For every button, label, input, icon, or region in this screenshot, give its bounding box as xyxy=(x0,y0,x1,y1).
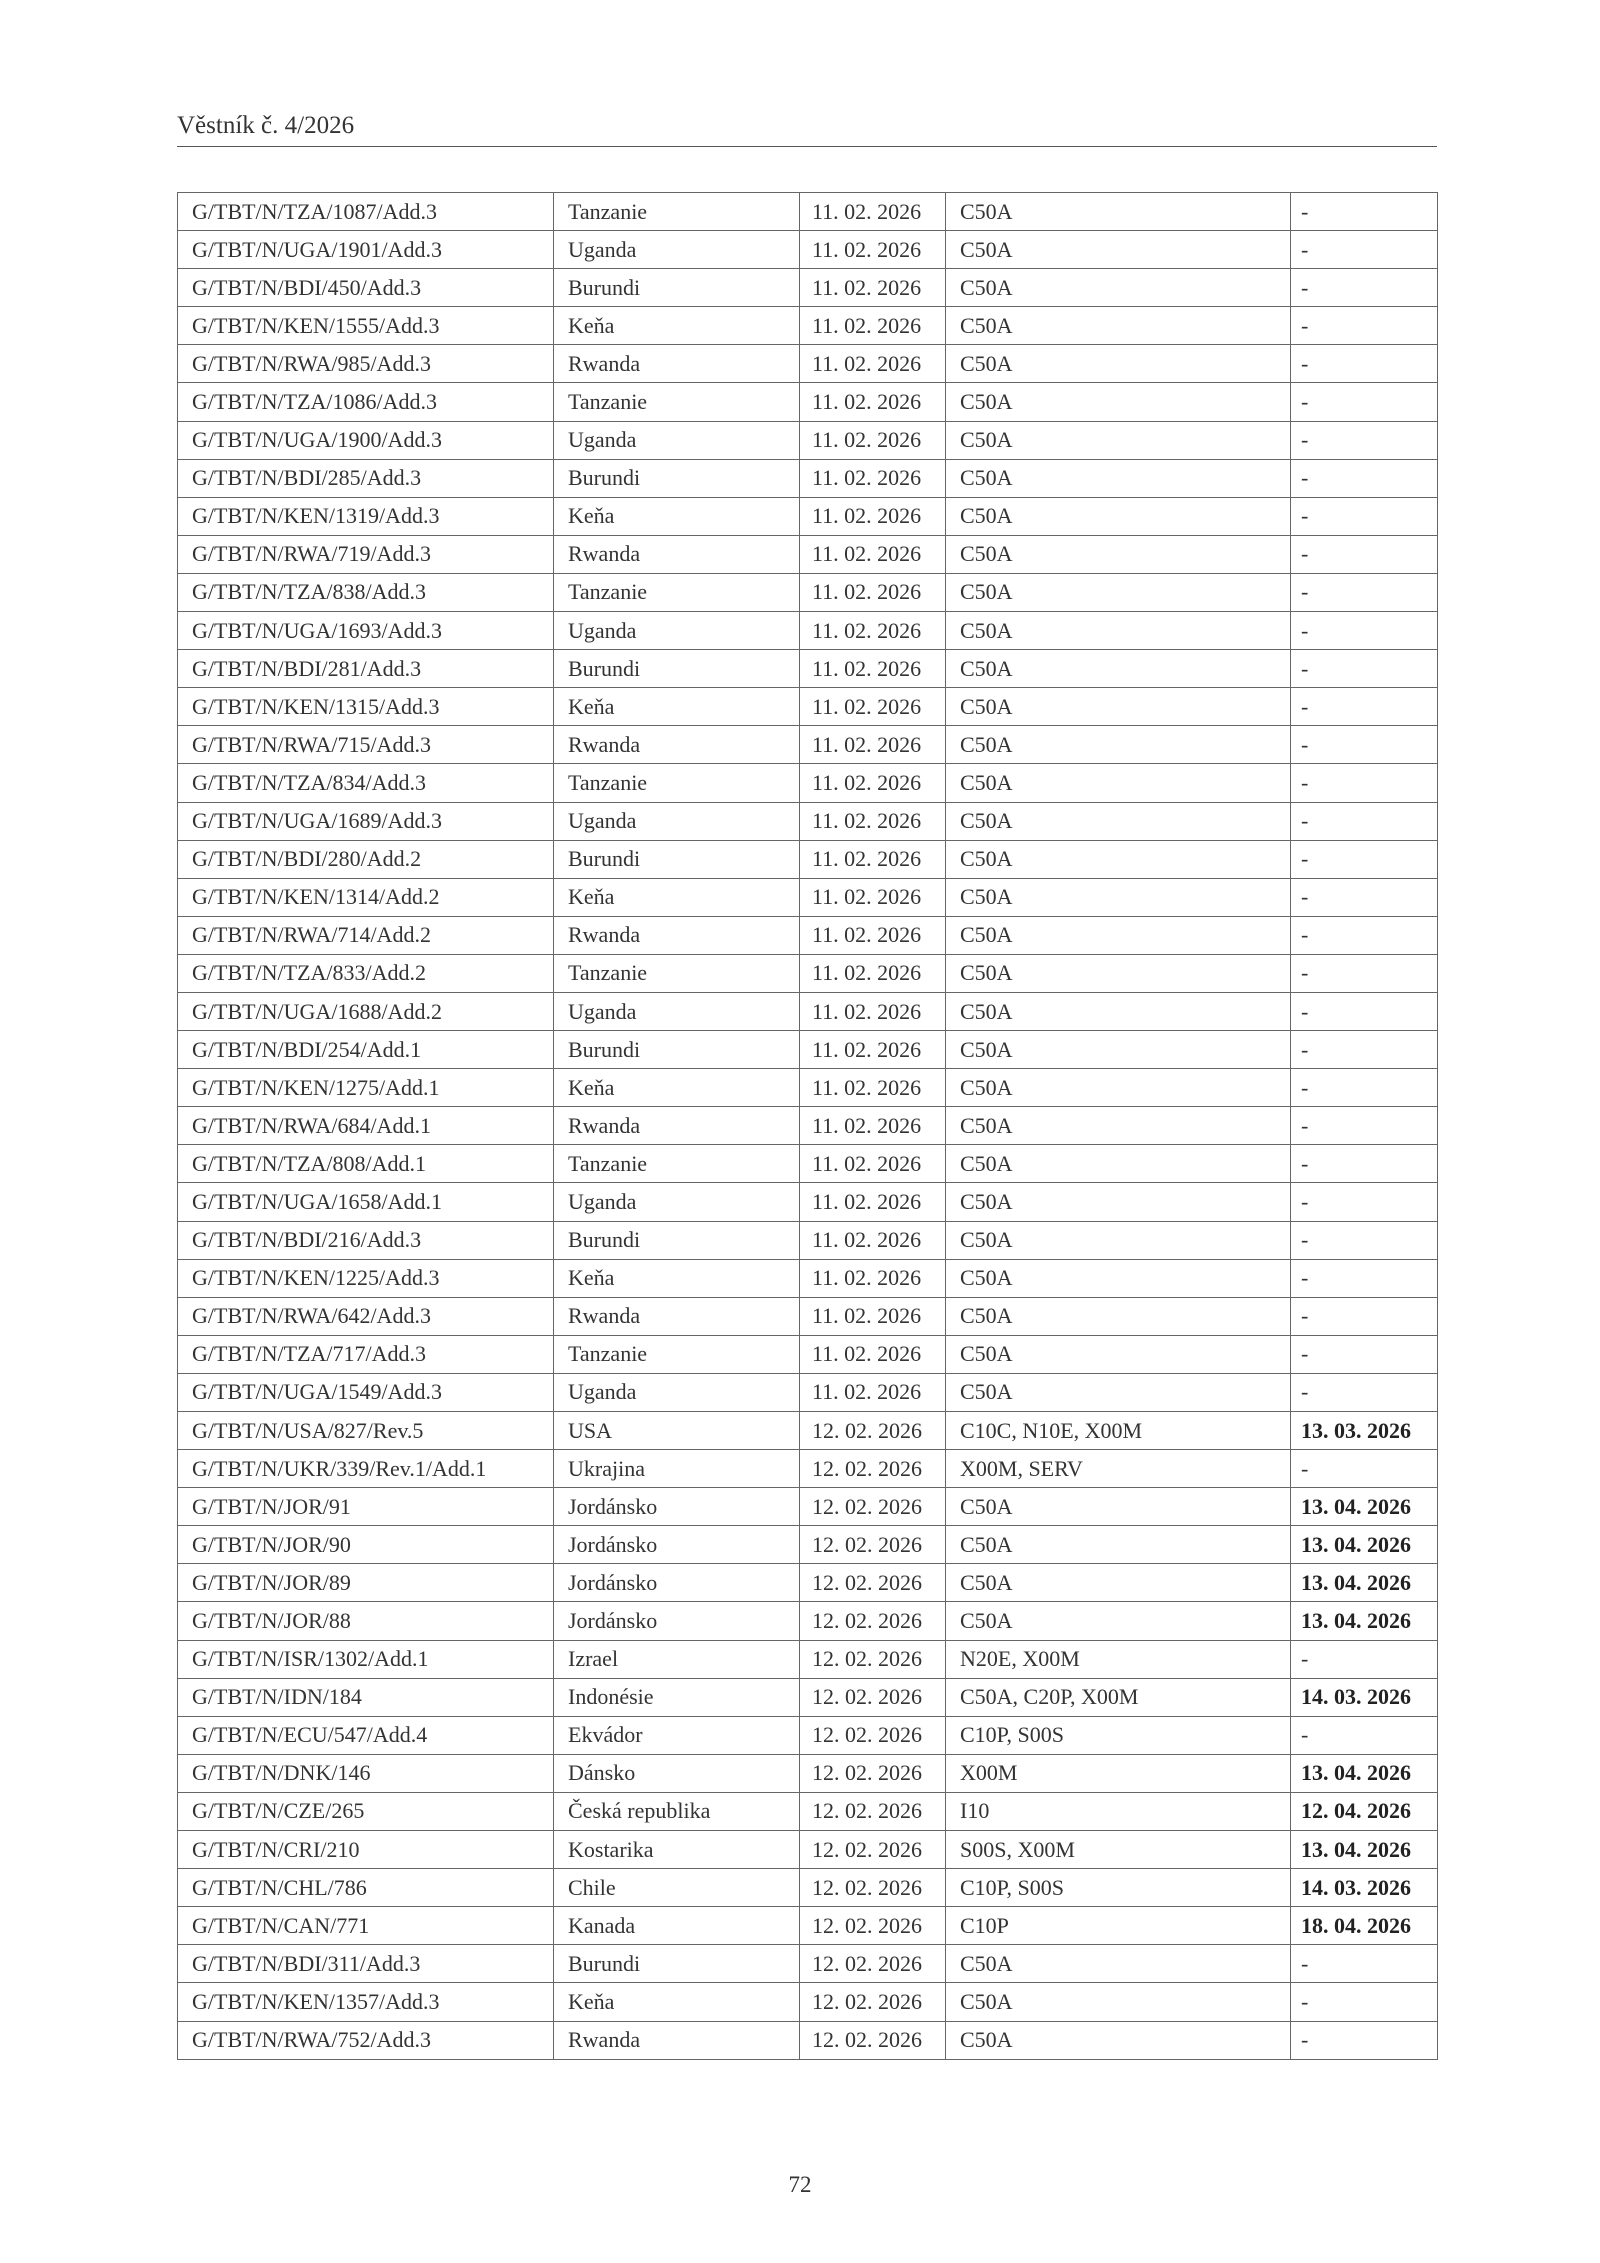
cell-comment-deadline: - xyxy=(1291,726,1438,764)
cell-code: C50A xyxy=(946,1031,1291,1069)
cell-country: Burundi xyxy=(554,269,800,307)
cell-notification-symbol: G/TBT/N/RWA/719/Add.3 xyxy=(178,535,554,573)
cell-date: 11. 02. 2026 xyxy=(800,764,946,802)
cell-comment-deadline: - xyxy=(1291,802,1438,840)
cell-date: 11. 02. 2026 xyxy=(800,916,946,954)
cell-date: 11. 02. 2026 xyxy=(800,992,946,1030)
cell-country: Jordánsko xyxy=(554,1488,800,1526)
cell-comment-deadline: - xyxy=(1291,1945,1438,1983)
cell-notification-symbol: G/TBT/N/TZA/808/Add.1 xyxy=(178,1145,554,1183)
cell-code: C10P, S00S xyxy=(946,1869,1291,1907)
cell-comment-deadline: 13. 04. 2026 xyxy=(1291,1564,1438,1602)
cell-date: 12. 02. 2026 xyxy=(800,1488,946,1526)
table-row xyxy=(178,878,1438,916)
cell-country: Rwanda xyxy=(554,1297,800,1335)
cell-code: X00M, SERV xyxy=(946,1450,1291,1488)
cell-comment-deadline: - xyxy=(1291,1259,1438,1297)
table-row xyxy=(178,1983,1438,2021)
cell-code: C50A xyxy=(946,1335,1291,1373)
table-row xyxy=(178,1259,1438,1297)
table-row xyxy=(178,383,1438,421)
cell-country: Tanzanie xyxy=(554,193,800,231)
cell-code: C50A xyxy=(946,1069,1291,1107)
cell-code: C50A xyxy=(946,954,1291,992)
cell-notification-symbol: G/TBT/N/RWA/752/Add.3 xyxy=(178,2021,554,2059)
cell-date: 11. 02. 2026 xyxy=(800,383,946,421)
cell-code: C10C, N10E, X00M xyxy=(946,1412,1291,1450)
table-row xyxy=(178,1716,1438,1754)
table-row xyxy=(178,421,1438,459)
cell-code: C50A xyxy=(946,573,1291,611)
cell-country: Rwanda xyxy=(554,916,800,954)
cell-country: Burundi xyxy=(554,459,800,497)
cell-country: Uganda xyxy=(554,421,800,459)
table-row xyxy=(178,2021,1438,2059)
cell-date: 11. 02. 2026 xyxy=(800,421,946,459)
table-row xyxy=(178,1373,1438,1411)
cell-date: 11. 02. 2026 xyxy=(800,535,946,573)
cell-comment-deadline: - xyxy=(1291,1297,1438,1335)
cell-date: 11. 02. 2026 xyxy=(800,954,946,992)
table-row xyxy=(178,1297,1438,1335)
cell-country: Burundi xyxy=(554,1031,800,1069)
table-row xyxy=(178,1145,1438,1183)
cell-code: C50A xyxy=(946,1488,1291,1526)
cell-date: 11. 02. 2026 xyxy=(800,1373,946,1411)
cell-comment-deadline: - xyxy=(1291,2021,1438,2059)
cell-country: Rwanda xyxy=(554,726,800,764)
cell-code: C50A xyxy=(946,383,1291,421)
cell-notification-symbol: G/TBT/N/ECU/547/Add.4 xyxy=(178,1716,554,1754)
cell-date: 12. 02. 2026 xyxy=(800,1526,946,1564)
cell-notification-symbol: G/TBT/N/UKR/339/Rev.1/Add.1 xyxy=(178,1450,554,1488)
cell-date: 11. 02. 2026 xyxy=(800,840,946,878)
cell-notification-symbol: G/TBT/N/IDN/184 xyxy=(178,1678,554,1716)
table-row xyxy=(178,1107,1438,1145)
cell-code: N20E, X00M xyxy=(946,1640,1291,1678)
cell-country: Jordánsko xyxy=(554,1526,800,1564)
cell-notification-symbol: G/TBT/N/CAN/771 xyxy=(178,1907,554,1945)
cell-country: Keňa xyxy=(554,688,800,726)
cell-country: Burundi xyxy=(554,1221,800,1259)
cell-date: 11. 02. 2026 xyxy=(800,650,946,688)
cell-country: Rwanda xyxy=(554,345,800,383)
cell-comment-deadline: - xyxy=(1291,878,1438,916)
cell-code: C50A xyxy=(946,421,1291,459)
cell-date: 11. 02. 2026 xyxy=(800,497,946,535)
cell-country: Česká republika xyxy=(554,1792,800,1830)
cell-date: 12. 02. 2026 xyxy=(800,1754,946,1792)
cell-notification-symbol: G/TBT/N/KEN/1319/Add.3 xyxy=(178,497,554,535)
cell-date: 12. 02. 2026 xyxy=(800,1678,946,1716)
cell-notification-symbol: G/TBT/N/TZA/834/Add.3 xyxy=(178,764,554,802)
cell-notification-symbol: G/TBT/N/KEN/1314/Add.2 xyxy=(178,878,554,916)
cell-notification-symbol: G/TBT/N/KEN/1555/Add.3 xyxy=(178,307,554,345)
table-row xyxy=(178,1183,1438,1221)
cell-country: Tanzanie xyxy=(554,954,800,992)
cell-comment-deadline: - xyxy=(1291,1335,1438,1373)
cell-notification-symbol: G/TBT/N/RWA/642/Add.3 xyxy=(178,1297,554,1335)
cell-comment-deadline: - xyxy=(1291,345,1438,383)
cell-comment-deadline: 13. 04. 2026 xyxy=(1291,1526,1438,1564)
cell-comment-deadline: - xyxy=(1291,1450,1438,1488)
cell-notification-symbol: G/TBT/N/UGA/1549/Add.3 xyxy=(178,1373,554,1411)
cell-comment-deadline: - xyxy=(1291,535,1438,573)
cell-code: C50A xyxy=(946,1564,1291,1602)
cell-comment-deadline: 14. 03. 2026 xyxy=(1291,1869,1438,1907)
cell-country: Burundi xyxy=(554,840,800,878)
cell-country: Rwanda xyxy=(554,2021,800,2059)
table-row xyxy=(178,1602,1438,1640)
cell-country: Keňa xyxy=(554,1259,800,1297)
table-row xyxy=(178,1031,1438,1069)
cell-date: 11. 02. 2026 xyxy=(800,231,946,269)
table-row xyxy=(178,1221,1438,1259)
cell-code: C50A xyxy=(946,497,1291,535)
cell-comment-deadline: - xyxy=(1291,1107,1438,1145)
cell-country: Keňa xyxy=(554,1069,800,1107)
table-row xyxy=(178,345,1438,383)
cell-notification-symbol: G/TBT/N/KEN/1275/Add.1 xyxy=(178,1069,554,1107)
cell-code: C50A xyxy=(946,764,1291,802)
cell-code: C50A xyxy=(946,269,1291,307)
table-row xyxy=(178,916,1438,954)
cell-date: 11. 02. 2026 xyxy=(800,802,946,840)
cell-notification-symbol: G/TBT/N/UGA/1900/Add.3 xyxy=(178,421,554,459)
cell-country: Rwanda xyxy=(554,1107,800,1145)
table-row xyxy=(178,840,1438,878)
cell-code: C50A xyxy=(946,1373,1291,1411)
cell-comment-deadline: - xyxy=(1291,497,1438,535)
cell-notification-symbol: G/TBT/N/TZA/1087/Add.3 xyxy=(178,193,554,231)
header-divider xyxy=(177,146,1437,147)
cell-country: Ukrajina xyxy=(554,1450,800,1488)
cell-country: Tanzanie xyxy=(554,573,800,611)
cell-comment-deadline: - xyxy=(1291,573,1438,611)
cell-country: Burundi xyxy=(554,650,800,688)
page-number: 72 xyxy=(788,2172,812,2197)
cell-date: 12. 02. 2026 xyxy=(800,1983,946,2021)
cell-notification-symbol: G/TBT/N/KEN/1225/Add.3 xyxy=(178,1259,554,1297)
cell-country: Uganda xyxy=(554,1183,800,1221)
cell-date: 11. 02. 2026 xyxy=(800,1259,946,1297)
table-row xyxy=(178,1412,1438,1450)
cell-notification-symbol: G/TBT/N/RWA/715/Add.3 xyxy=(178,726,554,764)
cell-country: Izrael xyxy=(554,1640,800,1678)
cell-country: Uganda xyxy=(554,992,800,1030)
cell-date: 12. 02. 2026 xyxy=(800,1640,946,1678)
notifications-table xyxy=(177,192,1438,2060)
cell-country: Keňa xyxy=(554,1983,800,2021)
cell-comment-deadline: - xyxy=(1291,231,1438,269)
cell-comment-deadline: 13. 04. 2026 xyxy=(1291,1754,1438,1792)
cell-comment-deadline: 13. 04. 2026 xyxy=(1291,1831,1438,1869)
table-row xyxy=(178,1907,1438,1945)
cell-code: S00S, X00M xyxy=(946,1831,1291,1869)
cell-comment-deadline: - xyxy=(1291,1145,1438,1183)
cell-code: C50A xyxy=(946,1945,1291,1983)
cell-country: Tanzanie xyxy=(554,383,800,421)
cell-notification-symbol: G/TBT/N/KEN/1315/Add.3 xyxy=(178,688,554,726)
cell-date: 12. 02. 2026 xyxy=(800,1564,946,1602)
table-row xyxy=(178,764,1438,802)
table-row xyxy=(178,1792,1438,1830)
cell-date: 12. 02. 2026 xyxy=(800,1831,946,1869)
cell-date: 11. 02. 2026 xyxy=(800,345,946,383)
cell-country: Uganda xyxy=(554,612,800,650)
cell-date: 11. 02. 2026 xyxy=(800,688,946,726)
cell-code: C50A xyxy=(946,535,1291,573)
table-row xyxy=(178,1564,1438,1602)
cell-comment-deadline: - xyxy=(1291,1221,1438,1259)
cell-code: X00M xyxy=(946,1754,1291,1792)
cell-country: Uganda xyxy=(554,231,800,269)
table-row xyxy=(178,1869,1438,1907)
cell-code: C50A xyxy=(946,1983,1291,2021)
cell-code: C50A xyxy=(946,1297,1291,1335)
cell-date: 12. 02. 2026 xyxy=(800,1602,946,1640)
cell-code: C50A xyxy=(946,688,1291,726)
cell-notification-symbol: G/TBT/N/BDI/450/Add.3 xyxy=(178,269,554,307)
cell-date: 11. 02. 2026 xyxy=(800,307,946,345)
cell-code: C50A xyxy=(946,1526,1291,1564)
table-row xyxy=(178,688,1438,726)
cell-country: Dánsko xyxy=(554,1754,800,1792)
cell-code: C50A xyxy=(946,916,1291,954)
cell-code: C50A xyxy=(946,1145,1291,1183)
cell-date: 11. 02. 2026 xyxy=(800,1221,946,1259)
table-row xyxy=(178,193,1438,231)
cell-code: C50A xyxy=(946,650,1291,688)
cell-comment-deadline: - xyxy=(1291,1716,1438,1754)
table-row xyxy=(178,802,1438,840)
cell-notification-symbol: G/TBT/N/TZA/833/Add.2 xyxy=(178,954,554,992)
cell-code: C50A xyxy=(946,1183,1291,1221)
cell-comment-deadline: - xyxy=(1291,992,1438,1030)
table-row xyxy=(178,1678,1438,1716)
cell-country: Uganda xyxy=(554,802,800,840)
table-row xyxy=(178,497,1438,535)
cell-date: 11. 02. 2026 xyxy=(800,1335,946,1373)
cell-date: 11. 02. 2026 xyxy=(800,1297,946,1335)
cell-comment-deadline: - xyxy=(1291,650,1438,688)
cell-code: C50A xyxy=(946,802,1291,840)
cell-date: 11. 02. 2026 xyxy=(800,1107,946,1145)
cell-date: 12. 02. 2026 xyxy=(800,2021,946,2059)
publication-title: Věstník č. 4/2026 xyxy=(177,112,355,139)
cell-country: USA xyxy=(554,1412,800,1450)
table-row xyxy=(178,1526,1438,1564)
cell-country: Keňa xyxy=(554,878,800,916)
cell-comment-deadline: 18. 04. 2026 xyxy=(1291,1907,1438,1945)
cell-code: C50A xyxy=(946,992,1291,1030)
cell-country: Keňa xyxy=(554,307,800,345)
cell-comment-deadline: - xyxy=(1291,764,1438,802)
cell-notification-symbol: G/TBT/N/CZE/265 xyxy=(178,1792,554,1830)
cell-date: 11. 02. 2026 xyxy=(800,726,946,764)
cell-country: Uganda xyxy=(554,1373,800,1411)
cell-country: Tanzanie xyxy=(554,1335,800,1373)
cell-notification-symbol: G/TBT/N/TZA/717/Add.3 xyxy=(178,1335,554,1373)
cell-notification-symbol: G/TBT/N/ISR/1302/Add.1 xyxy=(178,1640,554,1678)
cell-code: C50A xyxy=(946,1107,1291,1145)
cell-notification-symbol: G/TBT/N/JOR/90 xyxy=(178,1526,554,1564)
table-row xyxy=(178,1945,1438,1983)
cell-comment-deadline: 13. 04. 2026 xyxy=(1291,1602,1438,1640)
cell-comment-deadline: - xyxy=(1291,1069,1438,1107)
cell-code: C50A xyxy=(946,1602,1291,1640)
table-row xyxy=(178,459,1438,497)
cell-date: 11. 02. 2026 xyxy=(800,269,946,307)
cell-comment-deadline: - xyxy=(1291,612,1438,650)
cell-date: 11. 02. 2026 xyxy=(800,459,946,497)
cell-date: 11. 02. 2026 xyxy=(800,1145,946,1183)
cell-notification-symbol: G/TBT/N/RWA/684/Add.1 xyxy=(178,1107,554,1145)
cell-date: 11. 02. 2026 xyxy=(800,878,946,916)
cell-notification-symbol: G/TBT/N/TZA/838/Add.3 xyxy=(178,573,554,611)
cell-date: 12. 02. 2026 xyxy=(800,1869,946,1907)
cell-notification-symbol: G/TBT/N/TZA/1086/Add.3 xyxy=(178,383,554,421)
cell-notification-symbol: G/TBT/N/BDI/280/Add.2 xyxy=(178,840,554,878)
cell-comment-deadline: - xyxy=(1291,840,1438,878)
cell-comment-deadline: - xyxy=(1291,954,1438,992)
cell-comment-deadline: - xyxy=(1291,193,1438,231)
table-row xyxy=(178,1450,1438,1488)
table-row xyxy=(178,1754,1438,1792)
cell-code: I10 xyxy=(946,1792,1291,1830)
cell-country: Rwanda xyxy=(554,535,800,573)
cell-comment-deadline: - xyxy=(1291,383,1438,421)
cell-code: C50A xyxy=(946,459,1291,497)
cell-code: C10P, S00S xyxy=(946,1716,1291,1754)
cell-code: C50A xyxy=(946,2021,1291,2059)
table-row xyxy=(178,650,1438,688)
cell-code: C50A xyxy=(946,1259,1291,1297)
cell-date: 12. 02. 2026 xyxy=(800,1412,946,1450)
cell-notification-symbol: G/TBT/N/JOR/91 xyxy=(178,1488,554,1526)
cell-notification-symbol: G/TBT/N/BDI/216/Add.3 xyxy=(178,1221,554,1259)
cell-comment-deadline: - xyxy=(1291,421,1438,459)
cell-date: 11. 02. 2026 xyxy=(800,573,946,611)
cell-notification-symbol: G/TBT/N/RWA/714/Add.2 xyxy=(178,916,554,954)
cell-country: Chile xyxy=(554,1869,800,1907)
cell-country: Tanzanie xyxy=(554,1145,800,1183)
table-row xyxy=(178,992,1438,1030)
cell-comment-deadline: - xyxy=(1291,1373,1438,1411)
cell-notification-symbol: G/TBT/N/KEN/1357/Add.3 xyxy=(178,1983,554,2021)
cell-comment-deadline: - xyxy=(1291,916,1438,954)
cell-notification-symbol: G/TBT/N/JOR/88 xyxy=(178,1602,554,1640)
cell-code: C50A xyxy=(946,726,1291,764)
table-row xyxy=(178,269,1438,307)
cell-notification-symbol: G/TBT/N/RWA/985/Add.3 xyxy=(178,345,554,383)
table-row xyxy=(178,535,1438,573)
cell-notification-symbol: G/TBT/N/UGA/1693/Add.3 xyxy=(178,612,554,650)
cell-notification-symbol: G/TBT/N/UGA/1688/Add.2 xyxy=(178,992,554,1030)
table-row xyxy=(178,307,1438,345)
table-row xyxy=(178,1488,1438,1526)
cell-notification-symbol: G/TBT/N/UGA/1901/Add.3 xyxy=(178,231,554,269)
cell-country: Indonésie xyxy=(554,1678,800,1716)
cell-notification-symbol: G/TBT/N/UGA/1689/Add.3 xyxy=(178,802,554,840)
cell-code: C10P xyxy=(946,1907,1291,1945)
cell-notification-symbol: G/TBT/N/BDI/254/Add.1 xyxy=(178,1031,554,1069)
cell-date: 12. 02. 2026 xyxy=(800,1792,946,1830)
cell-comment-deadline: - xyxy=(1291,307,1438,345)
cell-notification-symbol: G/TBT/N/DNK/146 xyxy=(178,1754,554,1792)
cell-date: 12. 02. 2026 xyxy=(800,1907,946,1945)
cell-notification-symbol: G/TBT/N/CHL/786 xyxy=(178,1869,554,1907)
cell-country: Keňa xyxy=(554,497,800,535)
cell-comment-deadline: - xyxy=(1291,1031,1438,1069)
cell-comment-deadline: - xyxy=(1291,1183,1438,1221)
table-row xyxy=(178,726,1438,764)
cell-country: Jordánsko xyxy=(554,1564,800,1602)
cell-date: 11. 02. 2026 xyxy=(800,1069,946,1107)
cell-date: 11. 02. 2026 xyxy=(800,1183,946,1221)
table-row xyxy=(178,573,1438,611)
cell-notification-symbol: G/TBT/N/CRI/210 xyxy=(178,1831,554,1869)
cell-notification-symbol: G/TBT/N/UGA/1658/Add.1 xyxy=(178,1183,554,1221)
cell-code: C50A, C20P, X00M xyxy=(946,1678,1291,1716)
cell-code: C50A xyxy=(946,307,1291,345)
cell-code: C50A xyxy=(946,612,1291,650)
cell-notification-symbol: G/TBT/N/JOR/89 xyxy=(178,1564,554,1602)
cell-comment-deadline: 12. 04. 2026 xyxy=(1291,1792,1438,1830)
cell-date: 11. 02. 2026 xyxy=(800,1031,946,1069)
cell-comment-deadline: - xyxy=(1291,1983,1438,2021)
cell-country: Burundi xyxy=(554,1945,800,1983)
cell-notification-symbol: G/TBT/N/BDI/311/Add.3 xyxy=(178,1945,554,1983)
cell-comment-deadline: - xyxy=(1291,688,1438,726)
cell-country: Jordánsko xyxy=(554,1602,800,1640)
cell-comment-deadline: - xyxy=(1291,269,1438,307)
cell-date: 11. 02. 2026 xyxy=(800,612,946,650)
cell-notification-symbol: G/TBT/N/BDI/285/Add.3 xyxy=(178,459,554,497)
cell-code: C50A xyxy=(946,840,1291,878)
cell-country: Ekvádor xyxy=(554,1716,800,1754)
cell-comment-deadline: 13. 04. 2026 xyxy=(1291,1488,1438,1526)
cell-country: Kostarika xyxy=(554,1831,800,1869)
cell-comment-deadline: - xyxy=(1291,459,1438,497)
cell-comment-deadline: 14. 03. 2026 xyxy=(1291,1678,1438,1716)
table-row xyxy=(178,231,1438,269)
table-row xyxy=(178,954,1438,992)
cell-code: C50A xyxy=(946,345,1291,383)
table-row xyxy=(178,1335,1438,1373)
cell-notification-symbol: G/TBT/N/BDI/281/Add.3 xyxy=(178,650,554,688)
cell-date: 11. 02. 2026 xyxy=(800,193,946,231)
table-row xyxy=(178,1640,1438,1678)
cell-country: Kanada xyxy=(554,1907,800,1945)
cell-code: C50A xyxy=(946,193,1291,231)
table-row xyxy=(178,612,1438,650)
cell-date: 12. 02. 2026 xyxy=(800,1716,946,1754)
cell-comment-deadline: - xyxy=(1291,1640,1438,1678)
cell-notification-symbol: G/TBT/N/USA/827/Rev.5 xyxy=(178,1412,554,1450)
cell-code: C50A xyxy=(946,231,1291,269)
cell-date: 12. 02. 2026 xyxy=(800,1450,946,1488)
cell-code: C50A xyxy=(946,878,1291,916)
table-row xyxy=(178,1069,1438,1107)
table-row xyxy=(178,1831,1438,1869)
cell-code: C50A xyxy=(946,1221,1291,1259)
cell-comment-deadline: 13. 03. 2026 xyxy=(1291,1412,1438,1450)
cell-country: Tanzanie xyxy=(554,764,800,802)
cell-date: 12. 02. 2026 xyxy=(800,1945,946,1983)
